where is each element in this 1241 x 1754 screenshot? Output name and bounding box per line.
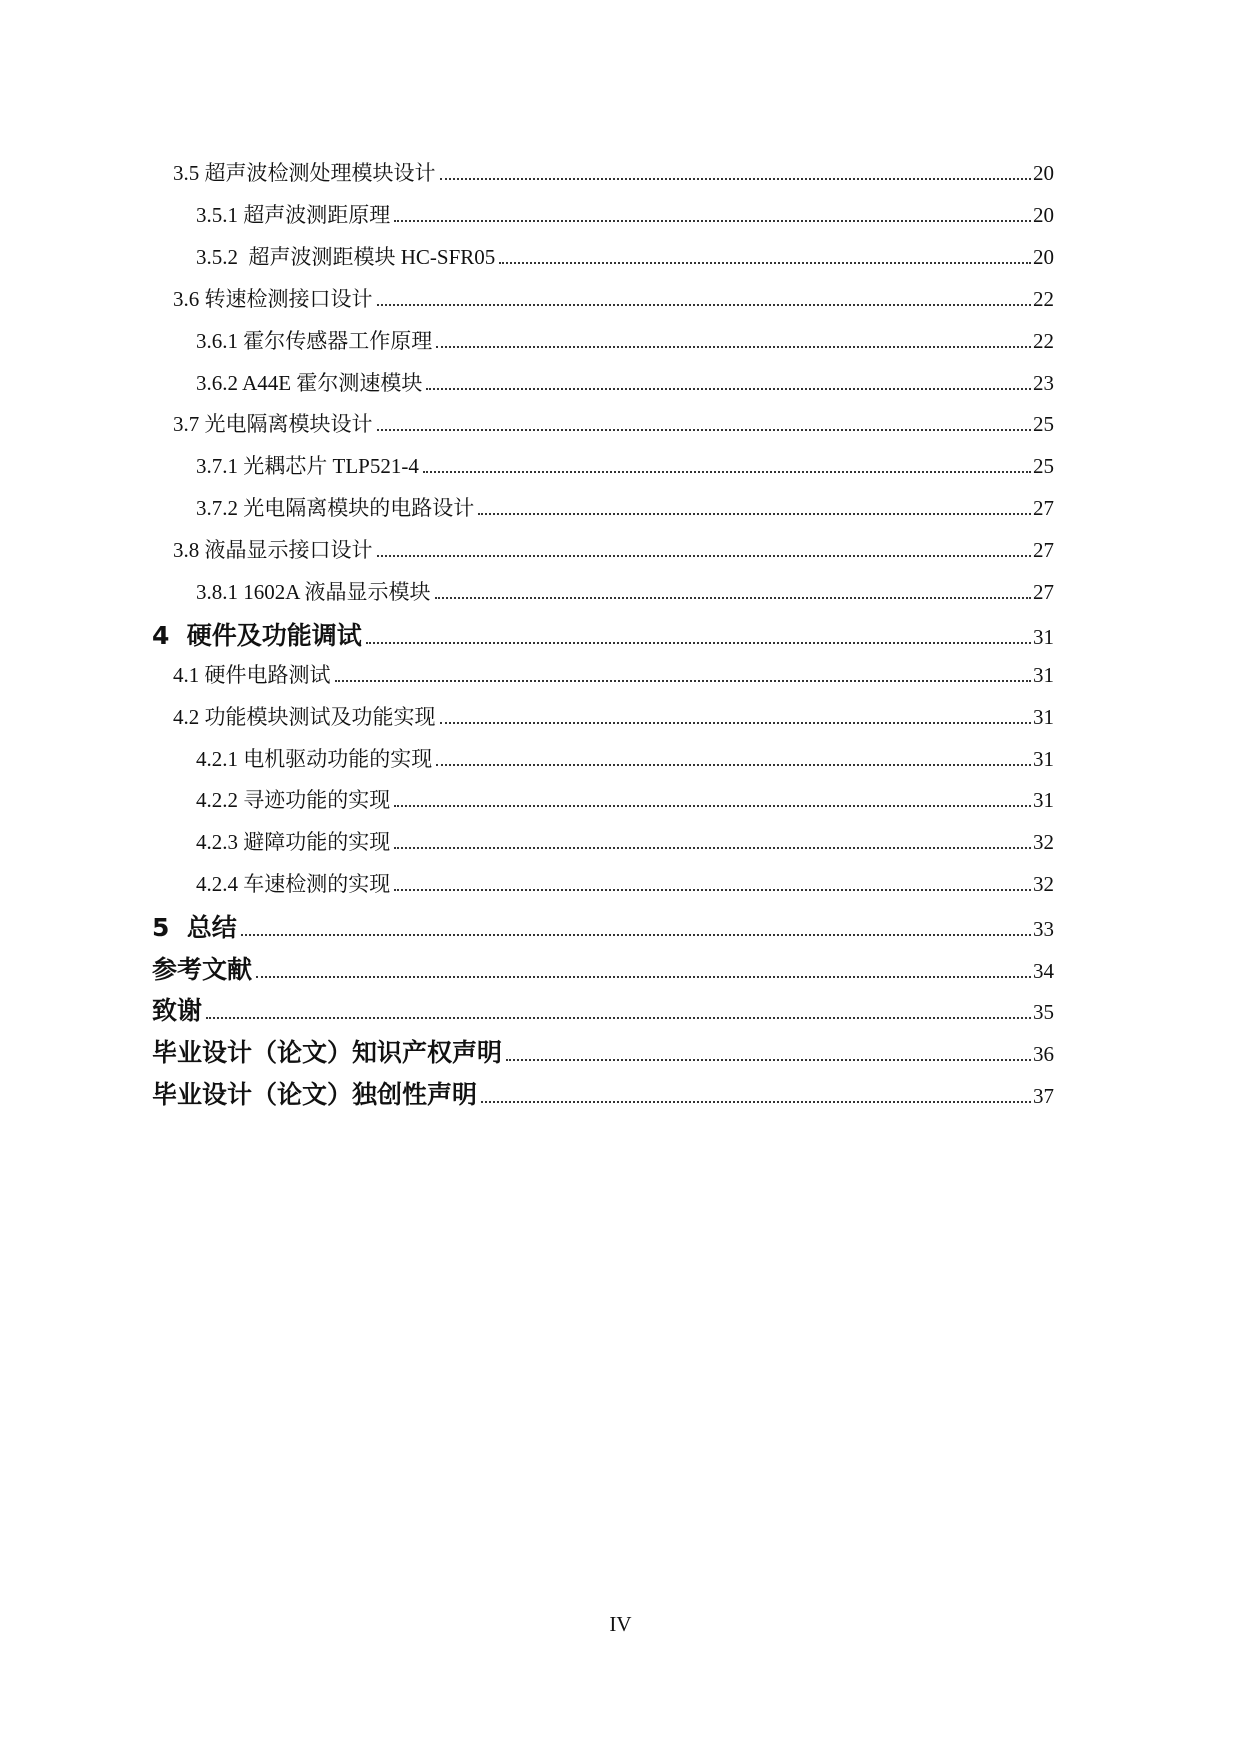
toc-entry-title: 4.2.2 寻迹功能的实现 xyxy=(196,788,391,812)
toc-entry-page: 36 xyxy=(1033,1042,1054,1066)
dot-leader xyxy=(481,1101,1031,1103)
toc-entry-page: 31 xyxy=(1033,663,1054,687)
toc-entry-page: 20 xyxy=(1033,161,1054,185)
toc-entry-page: 20 xyxy=(1033,203,1054,227)
toc-entry-3-6[interactable] xyxy=(173,283,1054,317)
toc-entry-title: 3.7.2 光电隔离模块的电路设计 xyxy=(196,496,475,520)
toc-entry-page: 37 xyxy=(1033,1084,1054,1108)
toc-entry-title: 3.5.2 超声波测距模块 HC-SFR05 xyxy=(196,245,496,269)
toc-entry-page: 32 xyxy=(1033,830,1054,854)
toc-entry-page: 31 xyxy=(1033,705,1054,729)
toc-entry-3-7-1[interactable] xyxy=(196,450,1054,484)
dot-leader xyxy=(436,764,1031,766)
toc-entry-4-2-3[interactable] xyxy=(196,826,1054,860)
dot-leader xyxy=(423,471,1031,473)
toc-entry-title: 3.5 超声波检测处理模块设计 xyxy=(173,161,436,185)
toc-entry-3-7-2[interactable] xyxy=(196,492,1054,526)
toc-entry-title: 毕业设计（论文）知识产权声明 xyxy=(152,1038,503,1067)
toc-entry-page: 27 xyxy=(1033,496,1054,520)
dot-leader xyxy=(478,513,1031,515)
toc-entry-references[interactable] xyxy=(152,950,1054,984)
toc-entry-4-2-2[interactable] xyxy=(196,784,1054,818)
toc-entry-originality-statement[interactable] xyxy=(152,1075,1054,1109)
toc-entry-title: 3.6.1 霍尔传感器工作原理 xyxy=(196,329,433,353)
toc-entry-4-2[interactable] xyxy=(173,701,1054,735)
toc-entry-page: 25 xyxy=(1033,412,1054,436)
toc-entry-4-2-1[interactable] xyxy=(196,743,1054,777)
toc-entry-page: 20 xyxy=(1033,245,1054,269)
toc-entry-page: 31 xyxy=(1033,625,1054,649)
toc-entry-3-5[interactable] xyxy=(173,157,1054,191)
dot-leader xyxy=(440,722,1032,724)
toc-entry-chapter-5[interactable] xyxy=(152,908,1054,942)
toc-entry-title: 3.8 液晶显示接口设计 xyxy=(173,538,373,562)
toc-entry-page: 22 xyxy=(1033,329,1054,353)
toc-entry-3-8[interactable] xyxy=(173,534,1054,568)
toc-entry-title: 3.5.1 超声波测距原理 xyxy=(196,203,391,227)
dot-leader xyxy=(426,388,1031,390)
toc-entry-page: 34 xyxy=(1033,959,1054,983)
dot-leader xyxy=(394,220,1031,222)
dot-leader xyxy=(377,429,1032,431)
toc-entry-acknowledgements[interactable] xyxy=(152,991,1054,1025)
dot-leader xyxy=(394,847,1031,849)
toc-entry-title: 3.7.1 光耦芯片 TLP521-4 xyxy=(196,454,419,478)
dot-leader xyxy=(506,1059,1031,1061)
dot-leader xyxy=(366,642,1031,644)
toc-entry-3-5-2[interactable] xyxy=(196,241,1054,275)
dot-leader xyxy=(394,805,1031,807)
toc-entry-3-6-1[interactable] xyxy=(196,325,1054,359)
toc-entry-page: 33 xyxy=(1033,917,1054,941)
toc-entry-page: 25 xyxy=(1033,454,1054,478)
toc-entry-title: 3.6.2 A44E 霍尔测速模块 xyxy=(196,371,423,395)
toc-entry-page: 27 xyxy=(1033,580,1054,604)
toc-entry-3-7[interactable] xyxy=(173,408,1054,442)
toc-entry-3-6-2[interactable] xyxy=(196,367,1054,401)
toc-entry-page: 22 xyxy=(1033,287,1054,311)
toc-entry-title: 4.2 功能模块测试及功能实现 xyxy=(173,705,436,729)
toc-entry-title: 4 硬件及功能调试 xyxy=(152,621,362,650)
toc-entry-3-5-1[interactable] xyxy=(196,199,1054,233)
toc-entry-page: 32 xyxy=(1033,872,1054,896)
page-number: IV xyxy=(609,1612,632,1636)
toc-entry-title: 3.7 光电隔离模块设计 xyxy=(173,412,373,436)
toc-entry-title: 4.1 硬件电路测试 xyxy=(173,663,331,687)
toc-entry-page: 31 xyxy=(1033,747,1054,771)
toc-entry-page: 23 xyxy=(1033,371,1054,395)
dot-leader xyxy=(377,555,1032,557)
toc-entry-title: 参考文献 xyxy=(152,955,253,984)
toc-entry-page: 27 xyxy=(1033,538,1054,562)
toc-entry-title: 4.2.1 电机驱动功能的实现 xyxy=(196,747,433,771)
toc-entry-title: 3.6 转速检测接口设计 xyxy=(173,287,373,311)
dot-leader xyxy=(435,597,1031,599)
toc-entry-page: 35 xyxy=(1033,1000,1054,1024)
dot-leader xyxy=(440,178,1032,180)
toc-entry-title: 4.2.3 避障功能的实现 xyxy=(196,830,391,854)
toc-entry-title: 3.8.1 1602A 液晶显示模块 xyxy=(196,580,431,604)
dot-leader xyxy=(256,976,1031,978)
toc-entry-3-8-1[interactable] xyxy=(196,576,1054,610)
toc-entry-title: 5 总结 xyxy=(152,913,237,942)
toc-entry-chapter-4[interactable] xyxy=(152,616,1054,650)
toc-entry-title: 毕业设计（论文）独创性声明 xyxy=(152,1080,478,1109)
dot-leader xyxy=(394,889,1031,891)
toc-entry-title: 致谢 xyxy=(152,996,203,1025)
toc-entry-page: 31 xyxy=(1033,788,1054,812)
dot-leader xyxy=(499,262,1031,264)
dot-leader xyxy=(377,304,1032,306)
dot-leader xyxy=(436,346,1031,348)
toc-entry-4-2-4[interactable] xyxy=(196,868,1054,902)
dot-leader xyxy=(206,1017,1031,1019)
toc-entry-ip-statement[interactable] xyxy=(152,1033,1054,1067)
toc-entry-title: 4.2.4 车速检测的实现 xyxy=(196,872,391,896)
dot-leader xyxy=(241,934,1031,936)
toc-entry-4-1[interactable] xyxy=(173,659,1054,693)
dot-leader xyxy=(335,680,1032,682)
